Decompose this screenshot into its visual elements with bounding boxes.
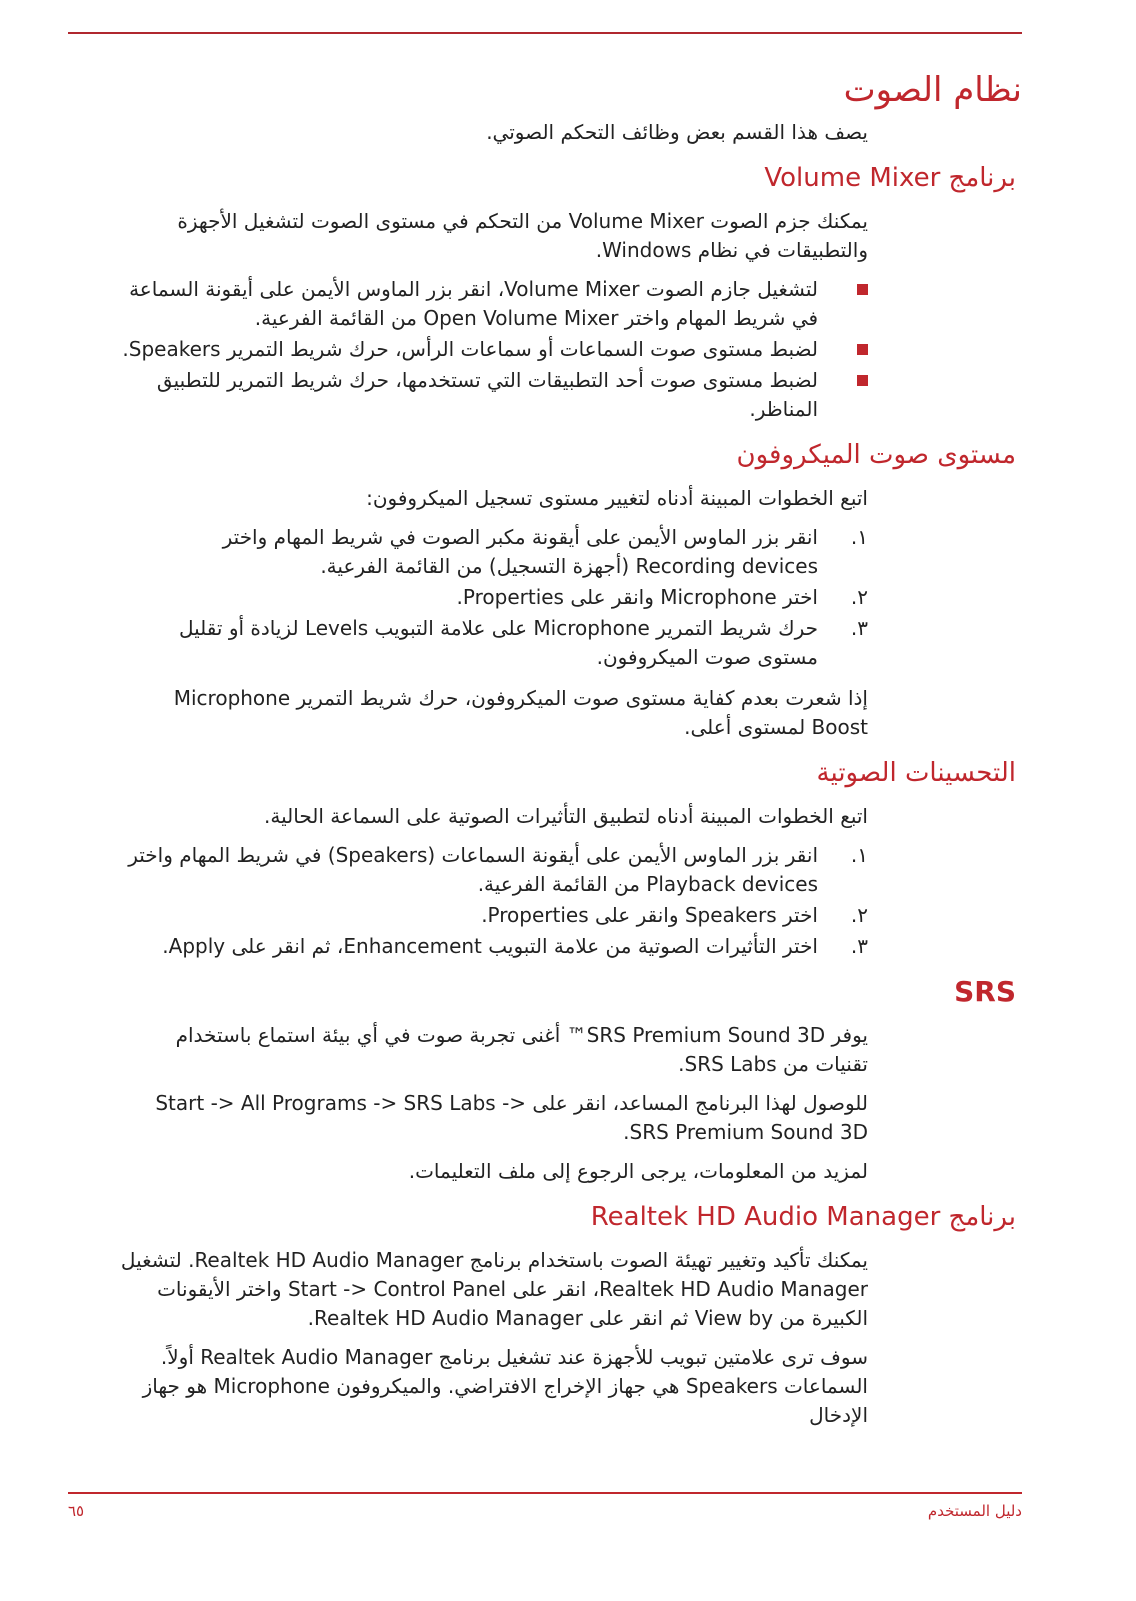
list-item: ٣. حرك شريط التمرير Microphone على علامة التبويب Levels لزيادة أو تقليل مستوى صوت الميكروفون. [179,616,868,669]
step-number: ٢. [850,903,868,927]
step-number: ٣. [850,934,868,958]
srs-more-text: لمزيد من المعلومات، يرجى الرجوع إلى ملف التعليمات. [408,1159,868,1183]
mic-level-text: اتبع الخطوات المبينة أدناه لتغيير مستوى تسجيل الميكروفون: [366,486,868,510]
step-number: ٣. [850,616,868,640]
intro-text: يصف هذا القسم بعض وظائف التحكم الصوتي. [486,120,868,144]
sound-effects-text: اتبع الخطوات المبينة أدناه لتطبيق التأثيرات الصوتية على السماعة الحالية. [264,804,868,828]
list-item: ٣. اختر التأثيرات الصوتية من علامة التبويب Enhancement، ثم انقر على Apply. [118,932,868,961]
realtek-tabs-note: سوف ترى علامتين تبويب للأجهزة عند تشغيل برنامج Realtek Audio Manager أولاً. السماعات Speakers هي جهاز الإخراج الافتراضي. والميكروفون Microphone هو جهاز الإدخال [142,1345,868,1427]
page-number: ٦٥ [68,1502,85,1520]
main-content [118,118,1016,1440]
step-number: ١. [850,525,868,549]
mic-level-steps [118,523,868,672]
list-item: ١. انقر بزر الماوس الأيمن على أيقونة السماعات (Speakers) في شريط المهام واختر Playback devices من القائمة الفرعية. [128,843,868,896]
volume-mixer-text: يمكنك جزم الصوت Volume Mixer من التحكم في مستوى الصوت لتشغيل الأجهزة والتطبيقات في نظام Windows. [177,209,868,262]
step-number: ٢. [850,585,868,609]
list-item: ٢. اختر Speakers وانقر على Properties. [118,901,868,930]
sound-effects-heading: التحسينات الصوتية [816,758,1016,788]
bullet-square-icon [857,344,868,355]
top-rule [68,32,1022,34]
step-number: ١. [850,843,868,867]
mic-level-heading: مستوى صوت الميكروفون [736,440,1016,470]
srs-text: يوفر SRS Premium Sound 3D™ أغنى تجربة صوت في أي بيئة استماع باستخدام تقنيات من SRS Labs. [175,1023,868,1076]
sound-effects-steps [118,841,868,961]
page-title: نظام الصوت [843,70,1022,110]
list-item: ٢. اختر Microphone وانقر على Properties. [118,583,868,612]
list-item: ١. انقر بزر الماوس الأيمن على أيقونة مكبر الصوت في شريط المهام واختر Recording devices (أجهزة التسجيل) من القائمة الفرعية. [222,525,868,578]
volume-mixer-bullets [118,275,868,424]
list-item: لتشغيل جازم الصوت Volume Mixer، انقر بزر الماوس الأيمن على أيقونة السماعة في شريط المهام واختر Open Volume Mixer من القائمة الفرعية. [118,275,868,333]
bottom-rule [68,1492,1022,1494]
realtek-text: يمكنك تأكيد وتغيير تهيئة الصوت باستخدام برنامج Realtek HD Audio Manager. لتشغيل Realtek HD Audio Manager، انقر على Start -> Control Panel واختر الأيقونات الكبيرة من View by ثم انقر على Realtek HD Audio Manager. [120,1248,868,1330]
bullet-square-icon [857,375,868,386]
footer-guide-label: دليل المستخدم [927,1502,1022,1520]
list-item: لضبط مستوى صوت السماعات أو سماعات الرأس، حرك شريط التمرير Speakers. [118,335,868,364]
srs-access-text: للوصول لهذا البرنامج المساعد، انقر على Start -> All Programs -> SRS Labs -> SRS Premium Sound 3D. [155,1091,868,1144]
bullet-square-icon [857,284,868,295]
list-item: لضبط مستوى صوت أحد التطبيقات التي تستخدمها، حرك شريط التمرير للتطبيق المناظر. [118,366,868,424]
realtek-heading: برنامج Realtek HD Audio Manager [590,1202,1016,1232]
mic-boost-note: إذا شعرت بعدم كفاية مستوى صوت الميكروفون، حرك شريط التمرير Microphone Boost لمستوى أعلى. [173,686,868,739]
srs-heading: SRS [954,975,1016,1008]
volume-mixer-heading: برنامج Volume Mixer [764,163,1016,193]
